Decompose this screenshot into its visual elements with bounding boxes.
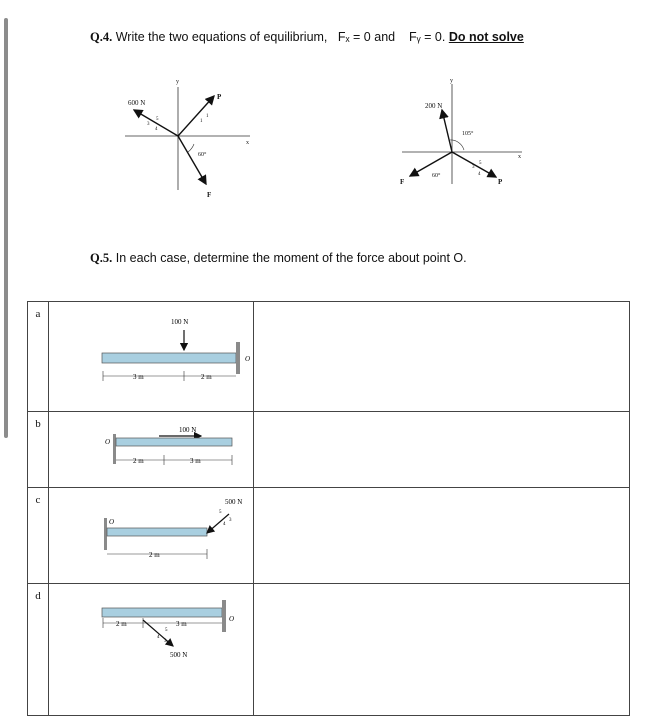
figure-cell-c	[49, 488, 254, 584]
force-200-arrow	[442, 110, 452, 152]
beam	[102, 353, 236, 363]
dim-2: 3 m	[176, 620, 187, 628]
force-p-label: P	[498, 178, 503, 186]
table-row	[28, 412, 630, 488]
wall	[113, 434, 116, 464]
axis-x-label: x	[518, 154, 521, 160]
q5-text: In each case, determine the moment of the force about point O.	[115, 251, 467, 265]
angle-label: 60°	[198, 152, 207, 158]
beam	[107, 528, 207, 536]
svg-text:3: 3	[472, 165, 475, 170]
force-p-label: P	[217, 93, 222, 101]
q4-figure-left	[110, 72, 260, 207]
force-600-label: 600 N	[128, 99, 146, 107]
axis-y-label: y	[176, 79, 179, 85]
table-row	[28, 488, 630, 584]
row-label: a	[28, 302, 49, 412]
wall	[104, 518, 107, 550]
point-o: O	[245, 355, 251, 363]
force-f-label: F	[207, 191, 212, 199]
figure-cell-a	[49, 302, 254, 412]
svg-text:4: 4	[223, 522, 226, 527]
q4-figure-right	[392, 72, 532, 192]
dim-1: 3 m	[133, 373, 144, 381]
q4-text: Write the two equations of equilibrium,	[115, 30, 328, 44]
svg-text:4: 4	[478, 172, 481, 177]
dim-1: 2 m	[149, 551, 160, 559]
q4-eq2: Fᵧ = 0.	[409, 30, 446, 44]
wall	[222, 600, 226, 632]
moments-table	[27, 301, 630, 716]
answer-cell-d[interactable]	[254, 584, 630, 716]
q5-heading	[90, 251, 467, 266]
svg-text:1: 1	[200, 119, 203, 124]
force-label: 100 N	[171, 318, 189, 326]
figure-c	[49, 488, 253, 578]
force-label: 100 N	[179, 426, 197, 434]
dim-2: 3 m	[190, 457, 201, 465]
axis-y-label: y	[450, 78, 453, 84]
q4-eq1: Fₓ = 0 and	[337, 30, 396, 44]
figure-b	[49, 412, 253, 482]
answer-cell-c[interactable]	[254, 488, 630, 584]
table-row	[28, 302, 630, 412]
force-p-arrow	[178, 96, 214, 136]
wall	[236, 342, 240, 374]
table-row	[28, 584, 630, 716]
svg-text:3: 3	[147, 122, 150, 127]
point-o: O	[105, 438, 111, 446]
svg-text:3: 3	[164, 639, 167, 644]
q5-number: Q.5.	[90, 251, 113, 265]
q4-emphasis: Do not solve	[448, 30, 524, 44]
svg-text:4: 4	[155, 127, 158, 132]
angle-60-label: 60°	[432, 173, 441, 179]
row-label: b	[28, 412, 49, 488]
svg-text:5: 5	[165, 628, 168, 633]
answer-cell-b[interactable]	[254, 412, 630, 488]
figure-cell-d	[49, 584, 254, 716]
beam	[116, 438, 232, 446]
svg-text:5: 5	[219, 510, 222, 515]
angle-105-label: 105°	[462, 131, 474, 137]
figure-a	[49, 302, 253, 406]
scrollbar[interactable]	[4, 18, 8, 438]
svg-text:4: 4	[157, 635, 160, 640]
dim-1: 2 m	[133, 457, 144, 465]
row-label: d	[28, 584, 49, 716]
force-f-label: F	[400, 178, 405, 186]
force-600-arrow	[134, 110, 178, 136]
svg-text:5: 5	[156, 117, 159, 122]
row-label: c	[28, 488, 49, 584]
svg-text:5: 5	[479, 161, 482, 166]
svg-text:1: 1	[206, 114, 209, 119]
figure-d	[49, 584, 253, 710]
force-f-arrow	[410, 152, 452, 176]
force-f-arrow	[178, 136, 206, 184]
force-arrow	[207, 514, 229, 533]
q4-heading	[90, 30, 524, 45]
figure-cell-b	[49, 412, 254, 488]
svg-text:3: 3	[229, 518, 232, 523]
force-label: 500 N	[170, 651, 188, 659]
force-label: 500 N	[225, 498, 243, 506]
answer-cell-a[interactable]	[254, 302, 630, 412]
dim-2: 2 m	[201, 373, 212, 381]
force-arrow	[143, 620, 173, 646]
dim-1: 2 m	[116, 620, 127, 628]
force-200-label: 200 N	[425, 102, 443, 110]
q4-number: Q.4.	[90, 30, 113, 44]
point-o: O	[109, 518, 115, 526]
axis-x-label: x	[246, 140, 249, 146]
beam	[102, 608, 222, 617]
point-o: O	[229, 615, 235, 623]
